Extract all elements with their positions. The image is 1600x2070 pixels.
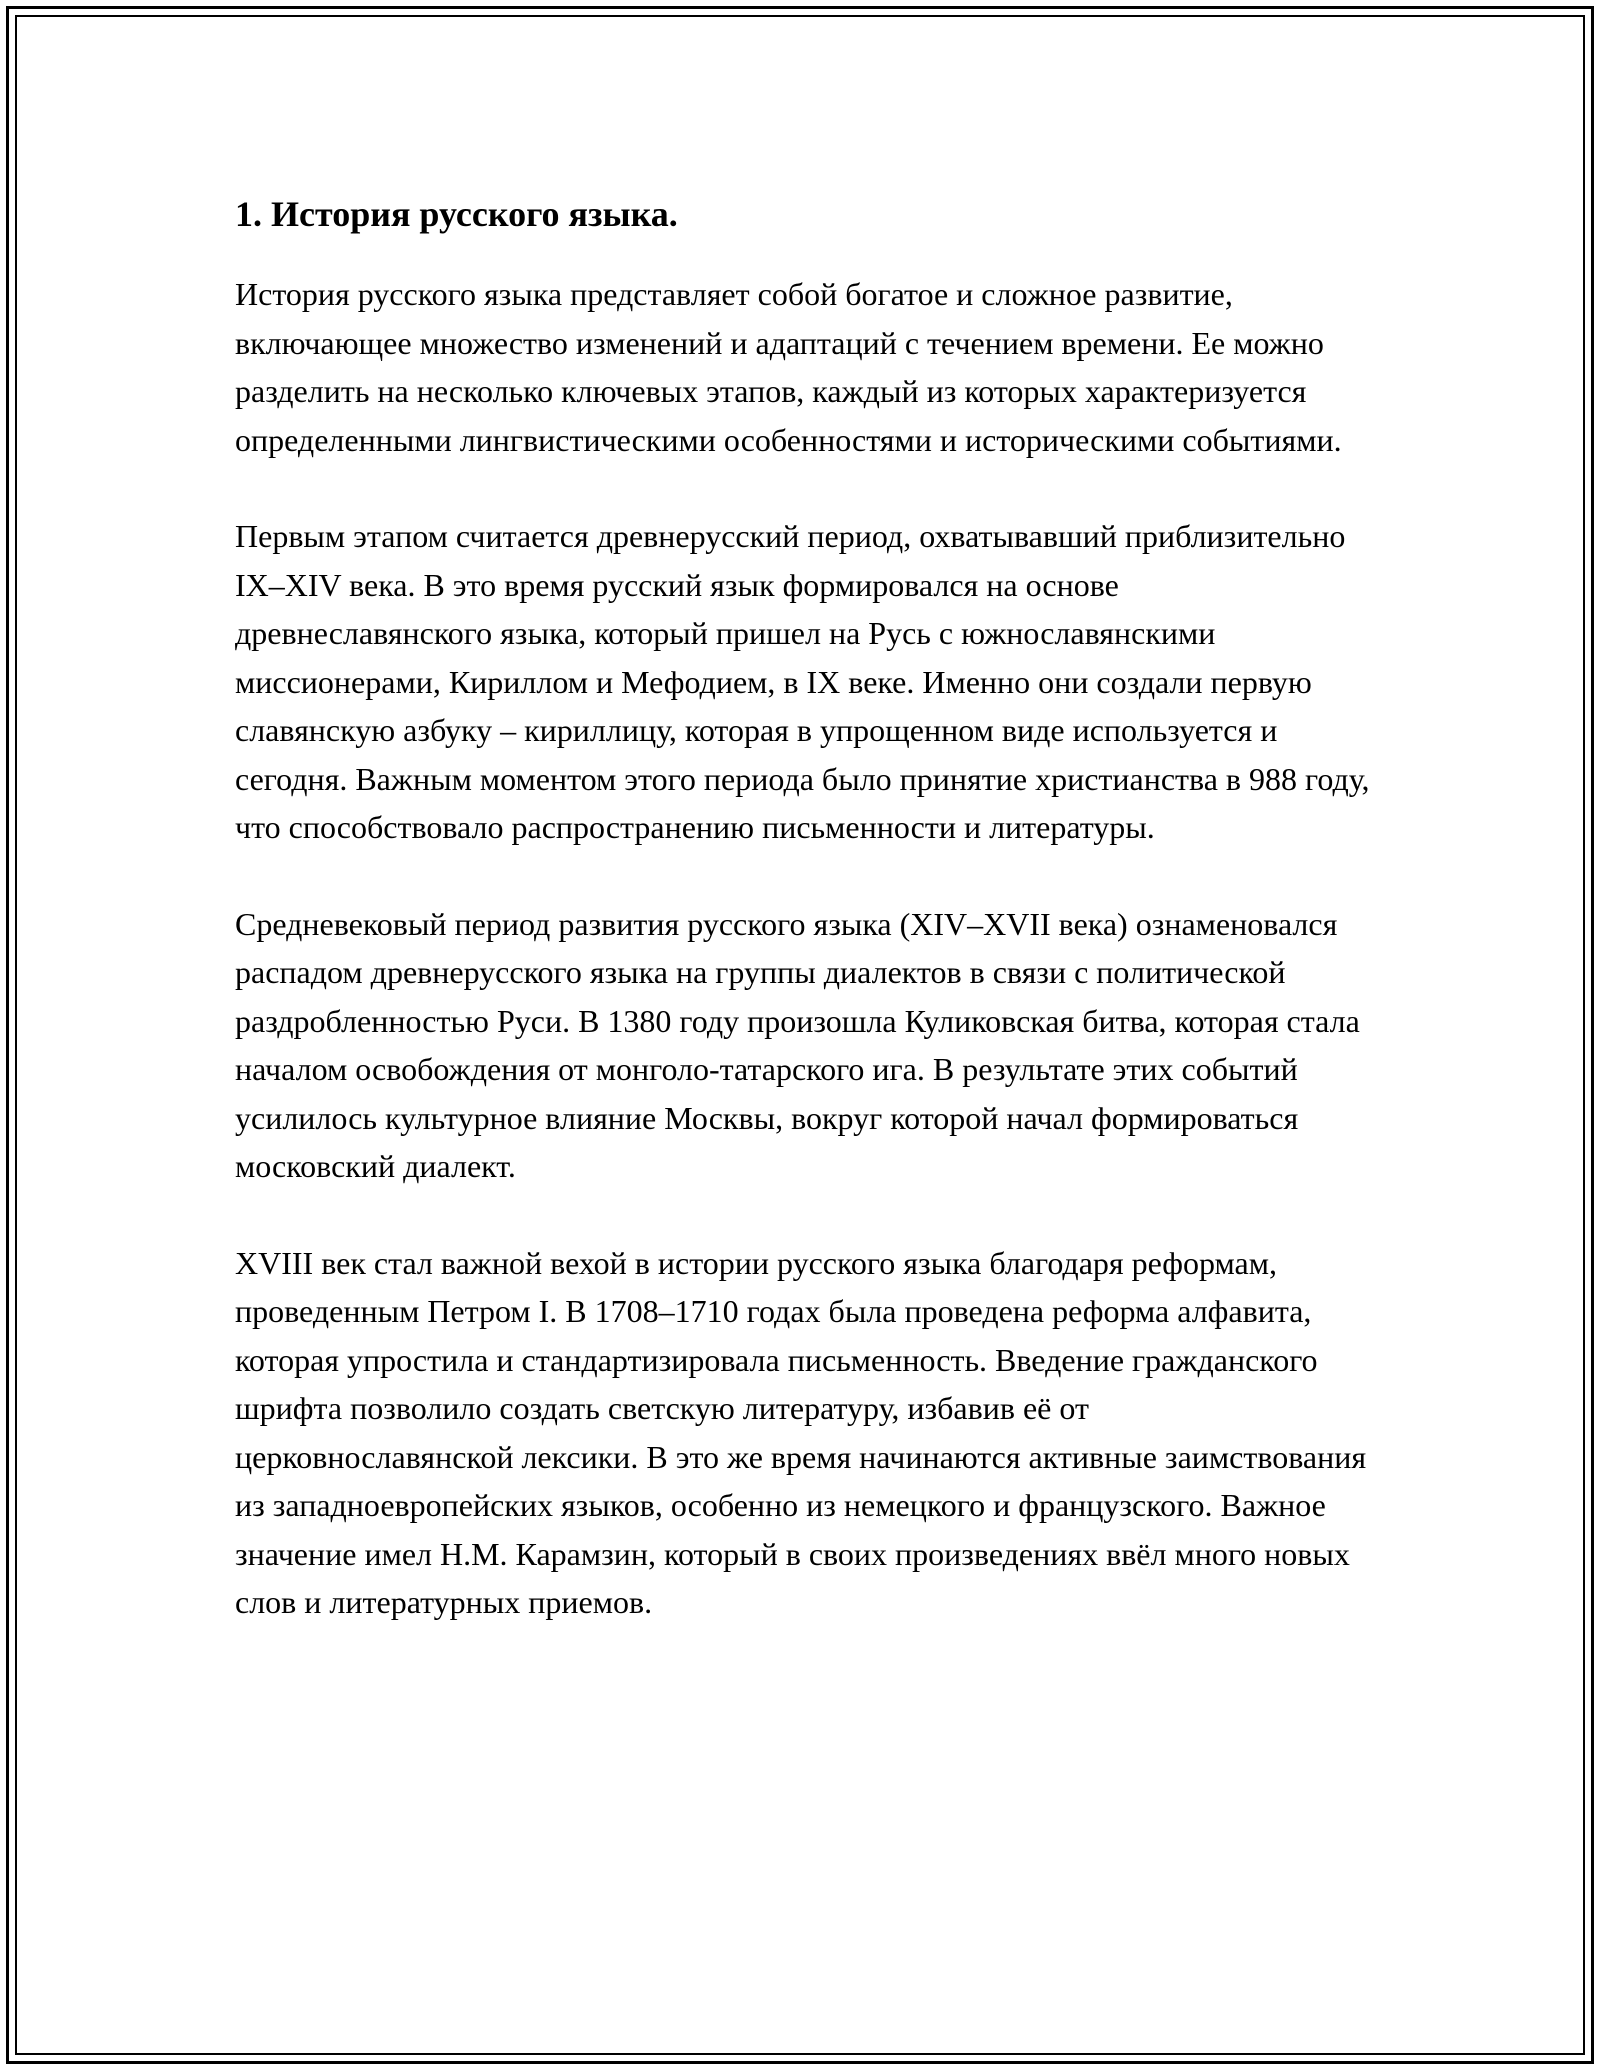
paragraph-intro: История русского языка представляет собой богатое и сложное развитие, включающее множество изменений и адаптаций с течением времени. Ее можно разделить на несколько ключевых этапов, каждый из которых характеризуется определенными лингвистическими особенностями и историческими событиями. — [235, 276, 1342, 458]
paragraph-old-russian-period: Первым этапом считается древнерусский период, охватывавший приблизительно IX–XIV века. В это время русский язык формировался на основе древнеславянского языка, который пришел на Русь с южнославянскими миссионерами, Кириллом и Мефодием, в IX веке. Именно они создали первую славянскую азбуку – кириллицу, которая в упрощенном виде используется и сегодня. Важным моментом этого периода было принятие христианства в 988 году, что способствовало распространению письменности и литературы. — [235, 518, 1370, 845]
document-body — [235, 188, 1375, 1675]
paragraph-medieval-period: Средневековый период развития русского языка (XIV–XVII века) ознаменовался распадом древнерусского языка на группы диалектов в связи с политической раздробленностью Руси. В 1380 году произошла Куликовская битва, которая стала началом освобождения от монголо-татарского ига. В результате этих событий усилилось культурное влияние Москвы, вокруг которой начал формироваться московский диалект. — [235, 905, 1360, 1184]
paragraph-18th-century: XVIII век стал важной вехой в истории русского языка благодаря реформам, проведенным Петром I. В 1708–1710 годах была проведена реформа алфавита, которая упростила и стандартизировала письменность. Введение гражданского шрифта позволило создать светскую литературу, избавив её от церковнославянской лексики. В это же время начинаются активные заимствования из западноевропейских языков, особенно из немецкого и французского. Важное значение имел Н.М. Карамзин, который в своих произведениях ввёл много новых слов и литературных приемов. — [235, 1244, 1367, 1620]
section-title: 1. История русского языка. — [235, 194, 678, 234]
